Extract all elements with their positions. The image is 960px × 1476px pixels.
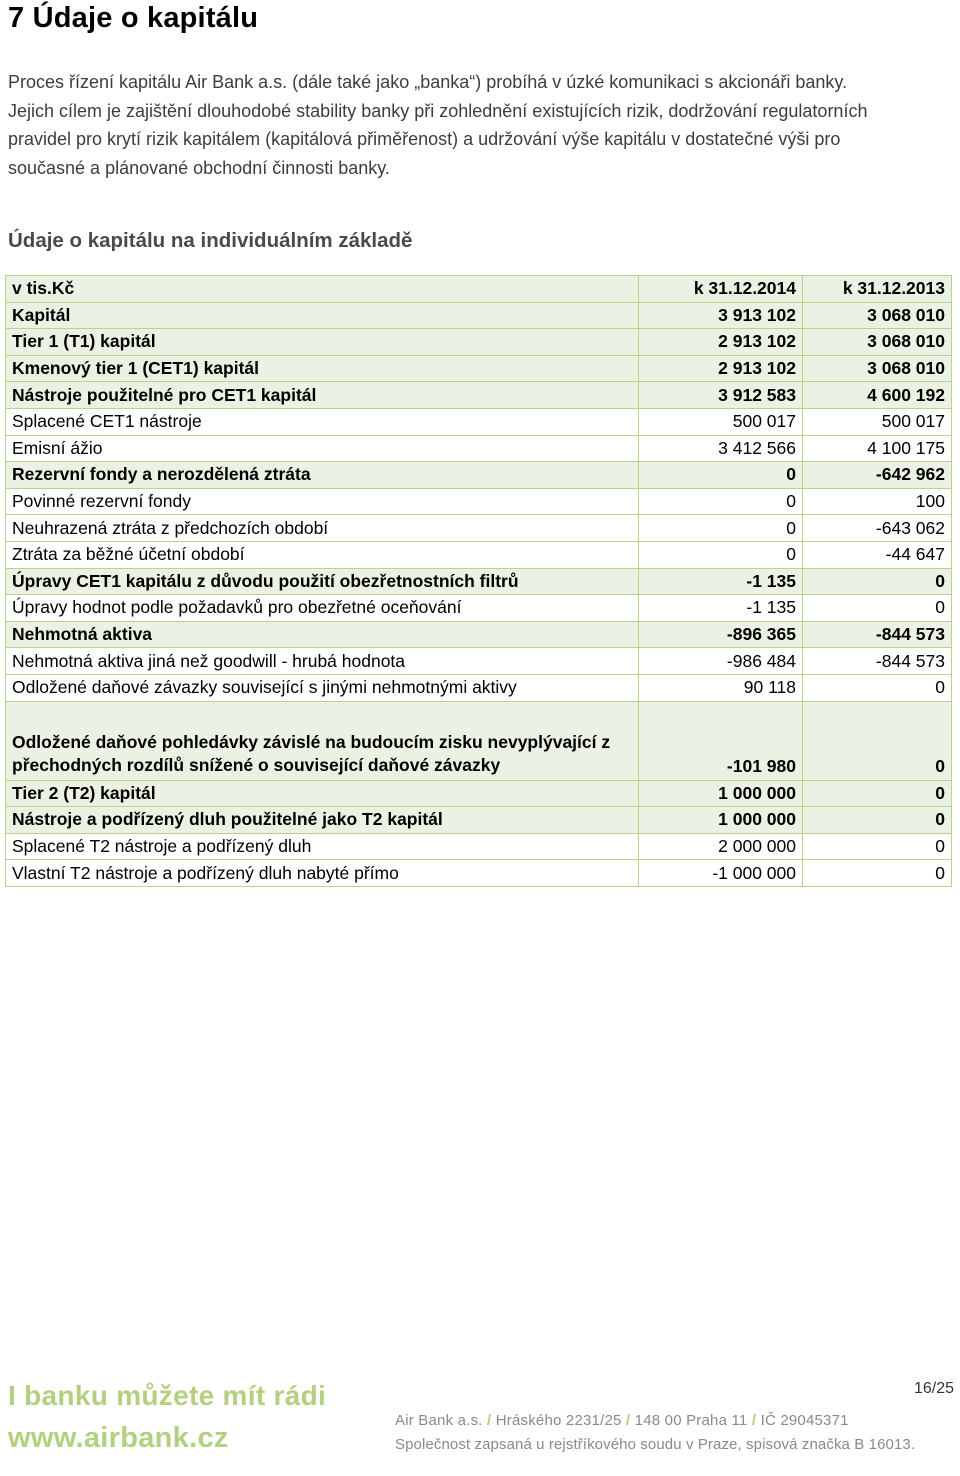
value-2013: 500 017	[803, 408, 952, 435]
intro-paragraph	[8, 68, 956, 182]
value-2014: -896 365	[639, 621, 803, 648]
row-label: Odložené daňové závazky související s jinými nehmotnými aktivy	[6, 674, 639, 701]
table-row	[6, 302, 952, 329]
table-row	[6, 488, 952, 515]
value-2013: 3 068 010	[803, 329, 952, 356]
value-2014: -1 135	[639, 568, 803, 595]
page-title: 7 Údaje o kapitálu	[8, 2, 259, 34]
row-label: Nehmotná aktiva jiná než goodwill - hrubá hodnota	[6, 648, 639, 675]
row-label: Rezervní fondy a nerozdělená ztráta	[6, 462, 639, 489]
footer-street: Hráského 2231/25	[495, 1412, 622, 1429]
row-label: Tier 2 (T2) kapitál	[6, 780, 639, 807]
value-2014: 3 913 102	[639, 302, 803, 329]
footer-ico: IČ 29045371	[760, 1412, 849, 1429]
table-row	[6, 435, 952, 462]
row-label: Odložené daňové pohledávky závislé na budoucím zisku nevyplývající z přechodných rozdílů snížené o související daňové závazky	[6, 701, 639, 780]
value-2014: 0	[639, 541, 803, 568]
row-label: Neuhrazená ztráta z předchozích období	[6, 515, 639, 542]
row-label: Kmenový tier 1 (CET1) kapitál	[6, 355, 639, 382]
row-label: Nástroje použitelné pro CET1 kapitál	[6, 382, 639, 409]
value-2013: 0	[803, 807, 952, 834]
value-2013: 0	[803, 595, 952, 622]
footer-address	[395, 1412, 849, 1429]
table-row	[6, 833, 952, 860]
row-label: Úpravy CET1 kapitálu z důvodu použití obezřetnostních filtrů	[6, 568, 639, 595]
row-label: Nehmotná aktiva	[6, 621, 639, 648]
value-2013: 0	[803, 701, 952, 780]
value-2013: 0	[803, 780, 952, 807]
table-row	[6, 860, 952, 887]
table-row	[6, 648, 952, 675]
row-label: Ztráta za běžné účetní období	[6, 541, 639, 568]
table-header-row	[6, 276, 952, 303]
row-label: Tier 1 (T1) kapitál	[6, 329, 639, 356]
value-2014: 3 912 583	[639, 382, 803, 409]
table-row	[6, 621, 952, 648]
row-label: Kapitál	[6, 302, 639, 329]
table-row	[6, 329, 952, 356]
table-row	[6, 515, 952, 542]
value-2013: 4 100 175	[803, 435, 952, 462]
value-2013: -844 573	[803, 621, 952, 648]
value-2013: -44 647	[803, 541, 952, 568]
value-2014: 90 118	[639, 674, 803, 701]
value-2014: -101 980	[639, 701, 803, 780]
table-row	[6, 462, 952, 489]
value-2014: 2 913 102	[639, 329, 803, 356]
value-2013: 0	[803, 568, 952, 595]
table-row	[6, 595, 952, 622]
row-label: Emisní ážio	[6, 435, 639, 462]
value-2013: -642 962	[803, 462, 952, 489]
value-2014: -1 000 000	[639, 860, 803, 887]
value-2013: 4 600 192	[803, 382, 952, 409]
footer-company: Air Bank a.s.	[395, 1412, 483, 1429]
value-2013: 0	[803, 674, 952, 701]
page-number: 16/25	[913, 1380, 954, 1397]
table-row	[6, 541, 952, 568]
table-row	[6, 780, 952, 807]
value-2014: -1 135	[639, 595, 803, 622]
row-label: Povinné rezervní fondy	[6, 488, 639, 515]
intro-line: Jejich cílem je zajištění dlouhodobé stability banky při zohlednění existujících rizik, dodržování regulatorních	[8, 100, 868, 121]
capital-table	[5, 275, 952, 887]
value-2014: 1 000 000	[639, 807, 803, 834]
intro-line: pravidel pro krytí rizik kapitálem (kapitálová přiměřenost) a udržování výše kapitálu v dostatečné výši pro	[8, 129, 841, 149]
value-2013: -844 573	[803, 648, 952, 675]
row-label: Splacené T2 nástroje a podřízený dluh	[6, 833, 639, 860]
table-row	[6, 382, 952, 409]
value-2014: 3 412 566	[639, 435, 803, 462]
address-separator: /	[482, 1412, 496, 1429]
table-row	[6, 701, 952, 780]
address-separator: /	[621, 1412, 635, 1429]
row-label: Splacené CET1 nástroje	[6, 408, 639, 435]
table-row	[6, 408, 952, 435]
header-label: v tis.Kč	[6, 276, 639, 303]
table-row	[6, 568, 952, 595]
section-title: Údaje o kapitálu na individuálním základě	[8, 229, 413, 252]
row-label: Vlastní T2 nástroje a podřízený dluh nabyté přímo	[6, 860, 639, 887]
footer-slogan: I banku můžete mít rádi	[8, 1380, 327, 1411]
value-2014: 1 000 000	[639, 780, 803, 807]
row-label: Úpravy hodnot podle požadavků pro obezřetné oceňování	[6, 595, 639, 622]
intro-line: současné a plánované obchodní činnosti banky.	[8, 157, 390, 178]
header-2013: k 31.12.2013	[803, 276, 952, 303]
value-2013: 0	[803, 833, 952, 860]
value-2013: 3 068 010	[803, 302, 952, 329]
value-2013: 0	[803, 860, 952, 887]
footer-url: www.airbank.cz	[8, 1422, 229, 1454]
value-2014: 2 913 102	[639, 355, 803, 382]
value-2014: 0	[639, 488, 803, 515]
table-row	[6, 355, 952, 382]
value-2014: 500 017	[639, 408, 803, 435]
address-separator: /	[747, 1412, 761, 1429]
value-2014: 0	[639, 515, 803, 542]
value-2014: -986 484	[639, 648, 803, 675]
value-2013: 100	[803, 488, 952, 515]
value-2013: 3 068 010	[803, 355, 952, 382]
table-row	[6, 807, 952, 834]
header-2014: k 31.12.2014	[639, 276, 803, 303]
row-label: Nástroje a podřízený dluh použitelné jako T2 kapitál	[6, 807, 639, 834]
value-2014: 2 000 000	[639, 833, 803, 860]
intro-line: Proces řízení kapitálu Air Bank a.s. (dále také jako „banka“) probíhá v úzké komunikaci s akcionáři banky.	[8, 72, 848, 92]
value-2013: -643 062	[803, 515, 952, 542]
value-2014: 0	[639, 462, 803, 489]
footer-city: 148 00 Praha 11	[634, 1412, 748, 1429]
footer-registry: Společnost zapsaná u rejstříkového soudu v Praze, spisová značka B 16013.	[395, 1436, 916, 1453]
table-row	[6, 674, 952, 701]
